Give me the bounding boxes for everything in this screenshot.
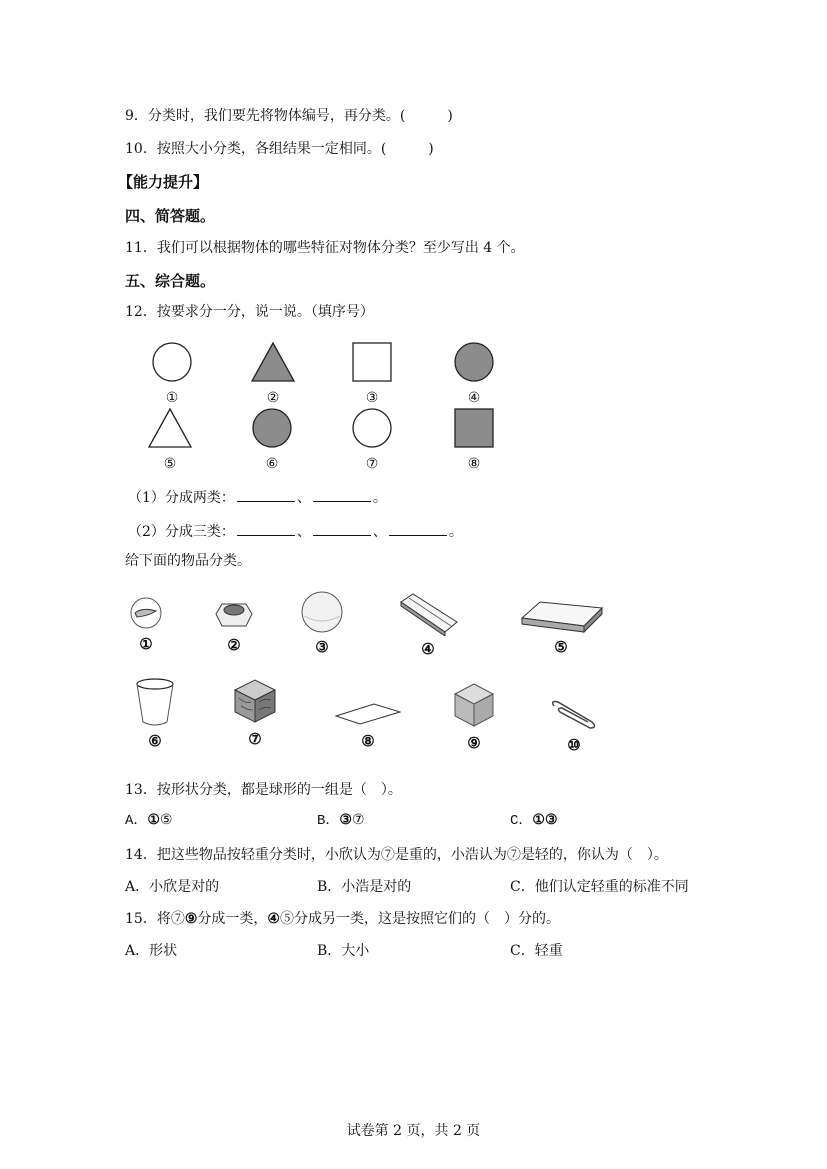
q14-text: 是重的，小浩认为 (394, 847, 507, 863)
circled-number: ⑦ (351, 813, 365, 829)
circle-filled-icon (250, 406, 294, 450)
period: 。 (372, 490, 387, 506)
q15-option-a[interactable]: A．形状 (125, 943, 178, 959)
circled-number: ⑦ (170, 911, 185, 927)
separator: 、 (372, 524, 387, 540)
circled-number: ⑦ (506, 847, 521, 863)
q15-text: 分成一类， (197, 911, 268, 927)
shape-7 (342, 406, 402, 472)
object-2 (212, 596, 256, 654)
section-ability-heading: 【能力提升】 (118, 173, 209, 191)
option-letter: C． (510, 813, 533, 829)
circled-number: ⑤ (159, 813, 173, 829)
object-3 (296, 590, 348, 656)
circled-number: ⑨ (184, 911, 198, 927)
paper-clip-icon (548, 698, 600, 732)
answer-blank[interactable] (313, 487, 371, 502)
question-11: 11．我们可以根据物体的哪些特征对物体分类？至少写出 4 个。 (125, 240, 525, 256)
shape-label: ④ (467, 390, 481, 406)
spoon-in-circle-icon (128, 595, 164, 631)
section-4-heading: 四、简答题。 (125, 207, 216, 225)
object-label: ③ (315, 638, 329, 656)
q15-option-b[interactable]: B．大小 (317, 943, 370, 959)
object-7 (230, 676, 280, 748)
object-6 (132, 676, 178, 750)
part-2-label: （2）分成三类： (128, 524, 235, 540)
period: 。 (448, 524, 463, 540)
part-1-label: （1）分成两类： (128, 490, 235, 506)
paper-sheet-icon (332, 700, 404, 728)
question-15 (125, 909, 560, 929)
shape-label: ⑤ (163, 456, 177, 472)
classify-intro: 给下面的物品分类。 (125, 553, 251, 569)
object-label: ① (139, 635, 153, 653)
object-1 (126, 595, 166, 653)
object-label: ⑤ (554, 638, 568, 656)
circled-number: ① (532, 813, 545, 829)
object-label: ⑧ (361, 732, 375, 750)
circled-number: ⑤ (279, 911, 294, 927)
q14-option-b[interactable]: B．小浩是对的 (317, 879, 412, 895)
wood-cube-icon (231, 676, 279, 726)
flat-board-icon (518, 598, 604, 634)
shape-8 (444, 406, 504, 472)
q14-option-a[interactable]: A．小欣是对的 (125, 879, 220, 895)
shape-label: ⑥ (265, 456, 279, 472)
option-letter: B． (317, 813, 340, 829)
q13-option-b[interactable] (317, 811, 365, 831)
triangle-outline-icon (146, 406, 194, 450)
ball-icon (298, 590, 346, 634)
question-10: 10．按照大小分类，各组结果一定相同。( ) (125, 141, 434, 157)
q14-text: 14．把这些物品按轻重分类时，小欣认为 (125, 847, 381, 863)
object-label: ④ (421, 640, 435, 658)
shape-2 (243, 340, 303, 406)
circled-number: ⑦ (380, 847, 395, 863)
question-12: 12．按要求分一分，说一说。（填序号） (125, 304, 374, 320)
square-outline-icon (350, 340, 394, 384)
q15-option-c[interactable]: C．轻重 (510, 943, 563, 959)
glass-cup-icon (133, 676, 177, 728)
object-4 (395, 590, 461, 658)
answer-blank[interactable] (313, 521, 371, 536)
shape-label: ③ (365, 390, 379, 406)
circle-outline-icon (350, 406, 394, 450)
q12-part-2 (128, 521, 463, 542)
object-label: ⑩ (567, 736, 581, 754)
circled-number: ① (147, 813, 160, 829)
separator: 、 (296, 524, 311, 540)
q12-part-1 (128, 487, 387, 508)
object-9 (450, 680, 498, 752)
q13-option-a[interactable] (125, 811, 173, 831)
option-letter: A． (125, 813, 148, 829)
shape-label: ⑦ (365, 456, 379, 472)
object-10 (548, 698, 600, 754)
square-filled-icon (452, 406, 496, 450)
object-label: ⑥ (148, 732, 162, 750)
question-14 (125, 845, 668, 865)
hex-nut-icon (214, 596, 254, 632)
shape-6 (242, 406, 302, 472)
circled-number: ③ (544, 813, 558, 829)
object-5 (518, 598, 604, 656)
triangle-filled-icon (249, 340, 297, 384)
question-9: 9．分类时，我们要先将物体编号，再分类。( ) (125, 108, 453, 124)
question-13: 13．按形状分类，都是球形的一组是（ ）。 (125, 782, 402, 798)
object-label: ⑨ (467, 734, 481, 752)
q13-option-c[interactable] (510, 811, 558, 831)
q14-option-c[interactable]: C．他们认定轻重的标准不同 (510, 879, 689, 895)
circled-number: ④ (267, 911, 280, 927)
object-label: ② (227, 636, 241, 654)
sponge-cube-icon (451, 680, 497, 730)
shape-label: ① (165, 390, 179, 406)
answer-blank[interactable] (389, 521, 447, 536)
answer-blank[interactable] (237, 487, 295, 502)
shape-label: ② (266, 390, 280, 406)
shape-1 (142, 340, 202, 406)
q15-text: 15．将 (125, 911, 171, 927)
shape-label: ⑧ (467, 456, 481, 472)
separator: 、 (296, 490, 311, 506)
shape-5 (140, 406, 200, 472)
section-5-heading: 五、综合题。 (125, 272, 216, 290)
circled-number: ③ (339, 813, 352, 829)
circle-outline-icon (150, 340, 194, 384)
shape-3 (342, 340, 402, 406)
page-footer: 试卷第 2 页，共 2 页 (346, 1123, 481, 1139)
circle-filled-icon (452, 340, 496, 384)
eraser-icon (395, 590, 461, 636)
shape-4 (444, 340, 504, 406)
q15-text: 分成另一类，这是按照它们的（ ）分的。 (293, 911, 560, 927)
q14-text: 是轻的，你认为（ ）。 (520, 847, 668, 863)
object-8 (332, 700, 404, 750)
answer-blank[interactable] (237, 521, 295, 536)
object-label: ⑦ (248, 730, 262, 748)
